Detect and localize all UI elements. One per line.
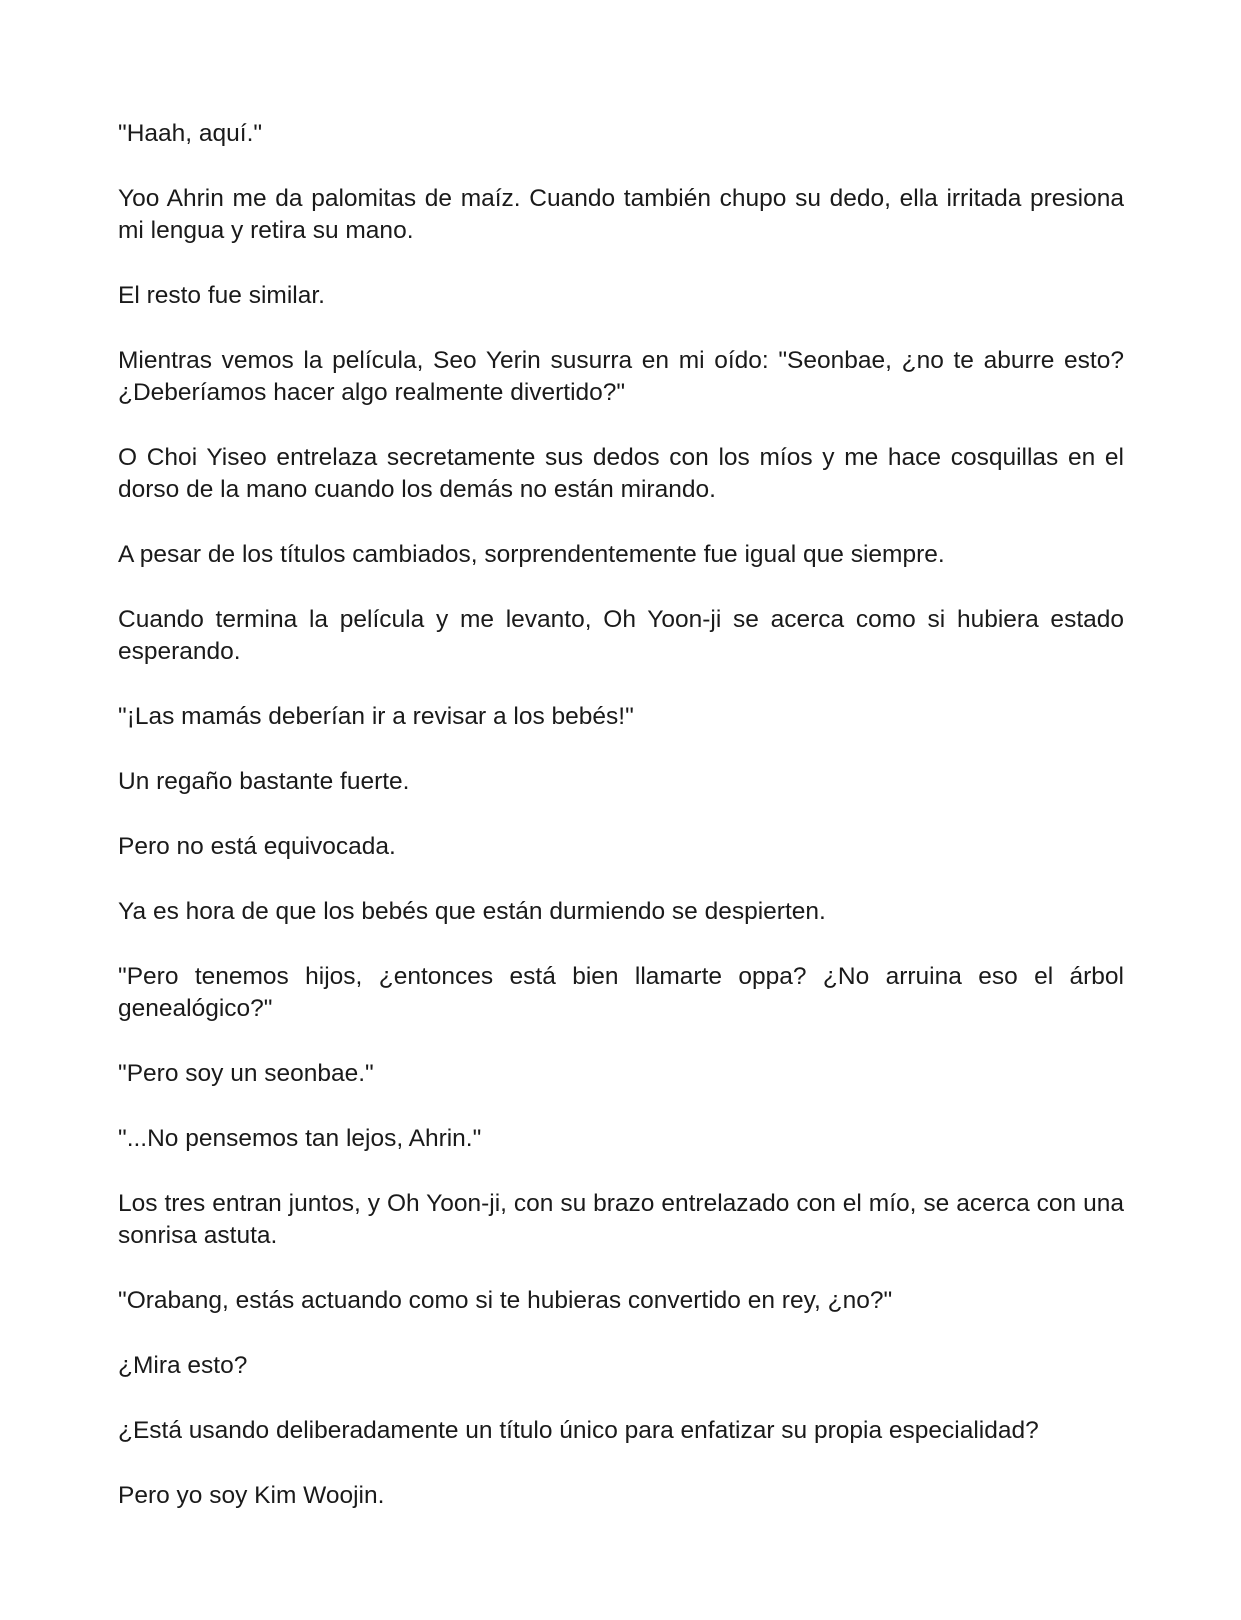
paragraph: "...No pensemos tan lejos, Ahrin." <box>118 1125 482 1152</box>
paragraph: Pero no está equivocada. <box>118 833 396 860</box>
paragraph: "¡Las mamás deberían ir a revisar a los bebés!" <box>118 703 634 730</box>
paragraph: "Orabang, estás actuando como si te hubieras convertido en rey, ¿no?" <box>118 1287 893 1314</box>
paragraph: "Pero tenemos hijos, ¿entonces está bien llamarte oppa? ¿No arruina eso el árbol genealógico?" <box>118 963 1124 1022</box>
paragraph: Ya es hora de que los bebés que están durmiendo se despierten. <box>118 898 826 925</box>
paragraph: Un regaño bastante fuerte. <box>118 768 410 795</box>
paragraph: Pero yo soy Kim Woojin. <box>118 1482 385 1509</box>
paragraph: "Haah, aquí." <box>118 120 263 147</box>
paragraph: Mientras vemos la película, Seo Yerin susurra en mi oído: "Seonbae, ¿no te aburre esto? ¿Deberíamos hacer algo realmente divertido?" <box>118 347 1124 406</box>
paragraph: El resto fue similar. <box>118 282 325 309</box>
paragraph: "Pero soy un seonbae." <box>118 1060 374 1087</box>
paragraph: Cuando termina la película y me levanto, Oh Yoon-ji se acerca como si hubiera estado esperando. <box>118 606 1124 665</box>
paragraph: Yoo Ahrin me da palomitas de maíz. Cuando también chupo su dedo, ella irritada presiona mi lengua y retira su mano. <box>118 185 1124 244</box>
paragraph: Los tres entran juntos, y Oh Yoon-ji, con su brazo entrelazado con el mío, se acerca con una sonrisa astuta. <box>118 1190 1124 1249</box>
paragraph: ¿Mira esto? <box>118 1352 248 1379</box>
paragraph: O Choi Yiseo entrelaza secretamente sus dedos con los míos y me hace cosquillas en el dorso de la mano cuando los demás no están mirando. <box>118 444 1124 503</box>
paragraph: A pesar de los títulos cambiados, sorprendentemente fue igual que siempre. <box>118 541 945 568</box>
document-body <box>118 118 1124 1545</box>
paragraph: ¿Está usando deliberadamente un título único para enfatizar su propia especialidad? <box>118 1417 1039 1444</box>
